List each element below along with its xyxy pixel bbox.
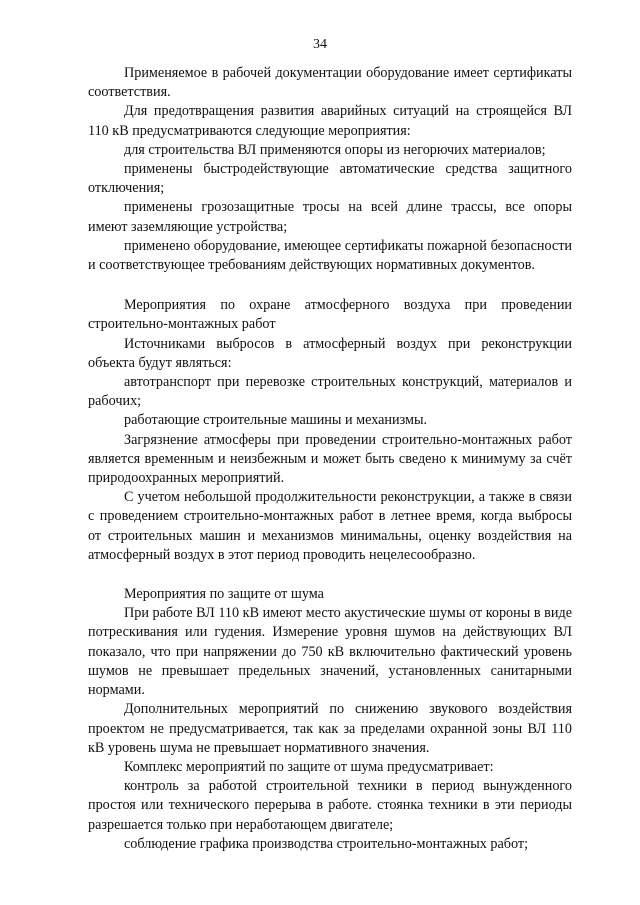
paragraph-equipment-certificates: Применяемое в рабочей документации оборудование имеет сертификаты соответствия. <box>88 65 572 101</box>
paragraph-emission-sources: Источниками выбросов в атмосферный воздух при реконструкции объекта будут являться: <box>88 335 572 371</box>
list-item-nonflammable-supports: для строительства ВЛ применяются опоры из негорючих материалов; <box>124 141 546 158</box>
paragraph-accident-prevention-intro: Для предотвращения развития аварийных ситуаций на строящейся ВЛ 110 кВ предусматриваются следующие мероприятия: <box>88 103 572 139</box>
list-item-vehicles: автотранспорт при перевозке строительных конструкций, материалов и рабочих; <box>88 374 572 410</box>
list-item-lightning-protection: применены грозозащитные тросы на всей длине трассы, все опоры имеют заземляющие устройства; <box>88 199 572 235</box>
list-item-fire-safety-certificates: применено оборудование, имеющее сертификаты пожарной безопасности и соответствующее требованиям действующих нормативных документов. <box>88 237 572 274</box>
list-item-automatic-shutdown: применены быстродействующие автоматические средства защитного отключения; <box>88 161 572 197</box>
page-number: 34 <box>313 37 327 52</box>
list-item-work-schedule: соблюдение графика производства строительно-монтажных работ; <box>124 835 529 852</box>
paragraph-noise-measures-intro: Комплекс мероприятий по защите от шума предусматривает: <box>124 758 494 775</box>
section-heading-noise-protection: Мероприятия по защите от шума <box>124 586 324 603</box>
section-heading-air-protection: Мероприятия по охране атмосферного воздуха при проведении строительно-монтажных работ <box>88 297 572 333</box>
section-spacer <box>88 565 572 585</box>
list-item-construction-machines: работающие строительные машины и механизмы. <box>124 412 428 429</box>
paragraph-additional-measures: Дополнительных мероприятий по снижению звукового воздействия проектом не предусматривается, так как за пределами охранной зоны ВЛ 110 кВ уровень шума не превышает нормативного значения. <box>88 701 572 756</box>
document-body <box>88 64 572 854</box>
paragraph-corona-noise: При работе ВЛ 110 кВ имеют место акустические шумы от короны в виде потрескивания или гудения. Измерение уровня шумов на действующих ВЛ показало, что при напряжении до 750 кВ включительно фактический уровень шумов не превышает предельных значений, установленных санитарными нормами. <box>88 605 572 699</box>
paragraph-air-pollution: Загрязнение атмосферы при проведении строительно-монтажных работ является временным и неизбежным и может быть сведено к минимуму за счёт природоохранных мероприятий. <box>88 431 572 487</box>
paragraph-impact-assessment: С учетом небольшой продолжительности реконструкции, а также в связи с проведением строительно-монтажных работ в летнее время, когда выбросы от строительных машин и механизмов минимальны, оценку воздействия на атмосферный воздух в этот период проводить нецелесообразно. <box>88 489 572 563</box>
list-item-equipment-control: контроль за работой строительной техники в период вынужденного простоя или технического перерыва в работе. стоянка техники в эти периоды разрешается только при неработающем двигателе; <box>88 778 572 833</box>
section-spacer <box>88 275 572 296</box>
